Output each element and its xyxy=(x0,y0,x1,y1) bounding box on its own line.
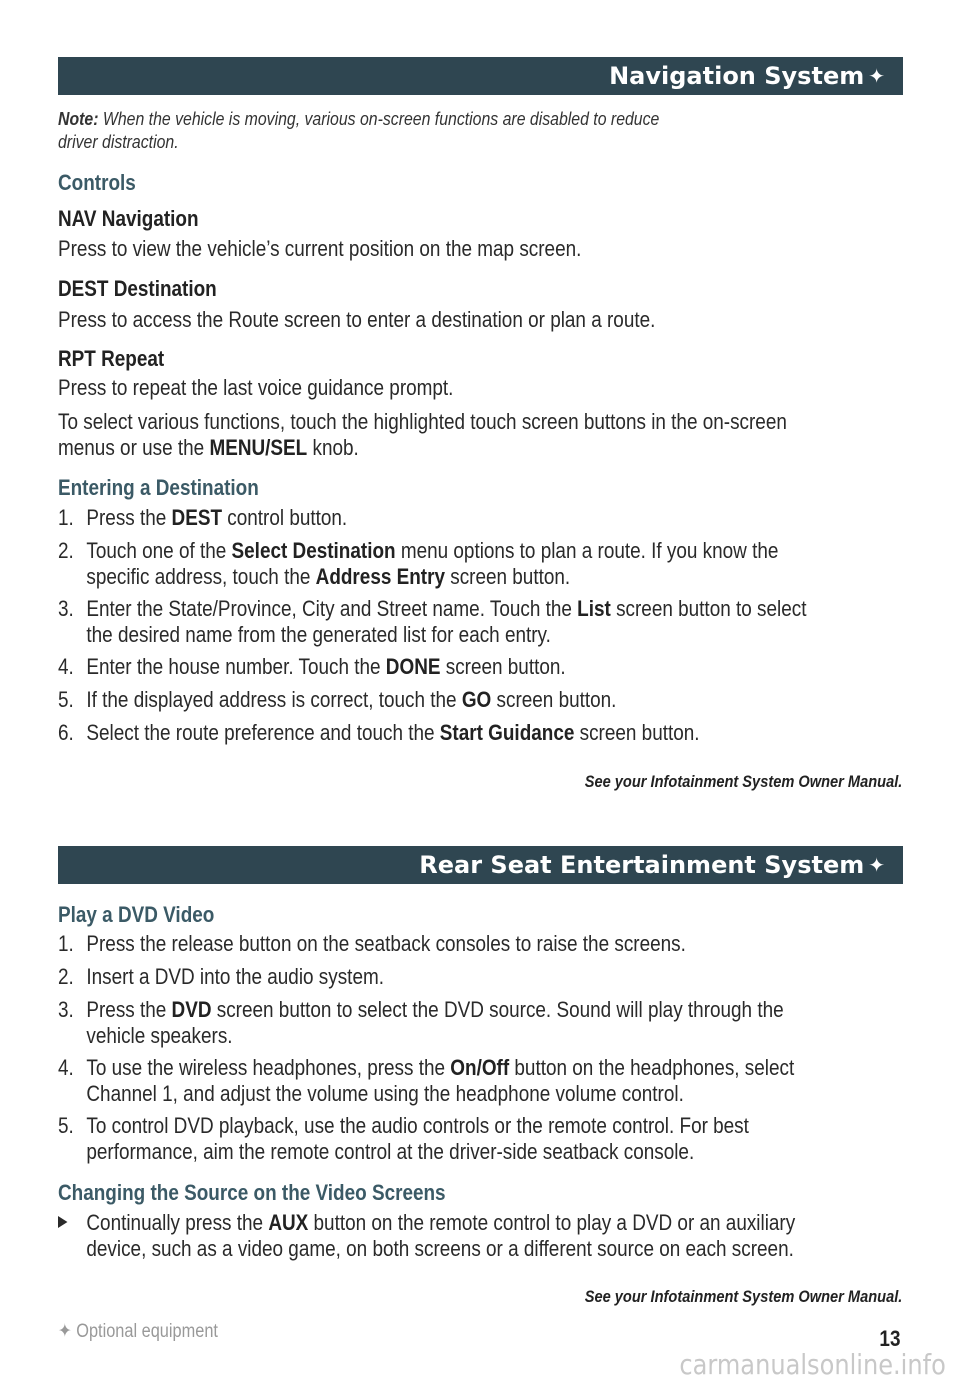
step-text: To control DVD playback, use the audio controls or the remote control. For best xyxy=(86,1113,749,1138)
aux-label: AUX xyxy=(268,1210,309,1235)
step-text-end: screen button. xyxy=(491,687,617,712)
step-text-line2: specific address, touch the xyxy=(86,564,316,589)
rse-step-2 xyxy=(58,964,903,990)
dest-control-desc: Press to access the Route screen to enter a destination or plan a route. xyxy=(58,307,656,332)
optional-star-icon: ✦ xyxy=(58,1321,72,1342)
step-text-line2: performance, aim the remote control at the driver-side seatback console. xyxy=(86,1139,695,1164)
step-text-end: screen button. xyxy=(440,654,566,679)
site-watermark: carmanualsonline.info xyxy=(679,1348,946,1381)
menu-sel-label: MENU/SEL xyxy=(209,435,308,460)
step-number: 2. xyxy=(58,538,74,563)
select-functions-paragraph xyxy=(58,409,903,461)
step-text: Touch one of the xyxy=(86,538,232,563)
step-text: Press the xyxy=(86,997,172,1022)
step-bold: DONE xyxy=(385,654,441,679)
step-number: 3. xyxy=(58,596,74,621)
step-bold: Start Guidance xyxy=(439,720,575,745)
nav-step-1 xyxy=(58,505,903,531)
nav-banner-title: Navigation System xyxy=(609,62,865,90)
step-text-line2: vehicle speakers. xyxy=(86,1023,233,1048)
step-text: If the displayed address is correct, touch the xyxy=(86,687,462,712)
step-bold-2: Address Entry xyxy=(315,564,445,589)
note-text-2: driver distraction. xyxy=(58,132,179,152)
optional-star-icon: ✦ xyxy=(868,853,885,877)
step-number: 1. xyxy=(58,505,74,530)
nav-control-desc: Press to view the vehicle’s current position on the map screen. xyxy=(58,236,582,261)
step-number: 3. xyxy=(58,997,74,1022)
step-text-mid: screen button to select the DVD source. Sound will play through the xyxy=(211,997,784,1022)
step-text: Select the route preference and touch the xyxy=(86,720,440,745)
note-label: Note: xyxy=(58,109,99,129)
rse-step-3 xyxy=(58,997,903,1049)
bullet-text: Continually press the xyxy=(86,1210,269,1235)
step-text: Enter the house number. Touch the xyxy=(86,654,386,679)
rse-see-manual: See your Infotainment System Owner Manual. xyxy=(584,1287,902,1306)
entering-destination-heading: Entering a Destination xyxy=(58,475,259,500)
step-text-mid: button on the headphones, select xyxy=(509,1055,795,1080)
step-number: 1. xyxy=(58,931,74,956)
note-text: When the vehicle is moving, various on-screen functions are disabled to reduce xyxy=(102,109,660,129)
step-text: Press the xyxy=(86,505,172,530)
page-number: 13 xyxy=(878,1326,900,1351)
step-text: Enter the State/Province, City and Street name. Touch the xyxy=(86,596,578,621)
rse-step-5 xyxy=(58,1113,903,1165)
controls-heading: Controls xyxy=(58,170,136,195)
changing-source-heading: Changing the Source on the Video Screens xyxy=(58,1180,446,1205)
nav-step-6 xyxy=(58,720,903,746)
nav-section-banner xyxy=(58,57,903,95)
bullet-text-mid: button on the remote control to play a DVD or an auxiliary xyxy=(308,1210,796,1235)
nav-see-manual: See your Infotainment System Owner Manual. xyxy=(584,772,902,791)
step-bold: On/Off xyxy=(450,1055,510,1080)
step-number: 2. xyxy=(58,964,74,989)
nav-step-5 xyxy=(58,687,903,713)
step-number: 5. xyxy=(58,687,74,712)
nav-step-4 xyxy=(58,654,903,680)
step-text-line2: Channel 1, and adjust the volume using the headphone volume control. xyxy=(86,1081,684,1106)
nav-step-3 xyxy=(58,596,903,648)
rse-step-1 xyxy=(58,931,903,957)
optional-equipment-note xyxy=(58,1320,218,1343)
play-dvd-heading: Play a DVD Video xyxy=(58,902,215,927)
step-bold: List xyxy=(577,596,611,621)
step-number: 5. xyxy=(58,1113,74,1138)
dest-control-title: DEST Destination xyxy=(58,276,217,301)
arrow-bullet-icon xyxy=(58,1216,67,1228)
step-text-end: screen button. xyxy=(444,564,571,589)
step-bold: DEST xyxy=(171,505,223,530)
rse-step-4 xyxy=(58,1055,903,1107)
rpt-control-desc: Press to repeat the last voice guidance prompt. xyxy=(58,375,454,400)
nav-control-title: NAV Navigation xyxy=(58,206,199,231)
optional-star-icon: ✦ xyxy=(868,64,885,88)
select-line-2-end: knob. xyxy=(307,435,359,460)
step-number: 4. xyxy=(58,654,74,679)
step-text-end: control button. xyxy=(222,505,348,530)
step-text: To use the wireless headphones, press the xyxy=(86,1055,451,1080)
bullet-text-line2: device, such as a video game, on both screens or a different source on each screen. xyxy=(86,1236,794,1261)
rpt-control-title: RPT Repeat xyxy=(58,346,165,371)
rse-section-banner xyxy=(58,846,903,884)
step-text: Insert a DVD into the audio system. xyxy=(86,964,384,989)
step-bold: GO xyxy=(461,687,492,712)
step-text-mid: menu options to plan a route. If you know the xyxy=(395,538,779,563)
rse-banner-title: Rear Seat Entertainment System xyxy=(419,851,865,879)
step-text-mid: screen button to select xyxy=(610,596,807,621)
step-text-end: screen button. xyxy=(574,720,700,745)
nav-note xyxy=(58,108,903,154)
nav-step-2 xyxy=(58,538,903,590)
step-number: 4. xyxy=(58,1055,74,1080)
optional-equipment-text: Optional equipment xyxy=(76,1321,218,1342)
step-bold: DVD xyxy=(171,997,212,1022)
step-number: 6. xyxy=(58,720,74,745)
step-text-line2: the desired name from the generated list for each entry. xyxy=(86,622,551,647)
step-text: Press the release button on the seatback consoles to raise the screens. xyxy=(86,931,686,956)
select-line-1: To select various functions, touch the highlighted touch screen buttons in the on-screen xyxy=(58,409,787,434)
step-bold: Select Destination xyxy=(231,538,396,563)
source-bullet xyxy=(58,1210,903,1262)
select-line-2: menus or use the xyxy=(58,435,210,460)
